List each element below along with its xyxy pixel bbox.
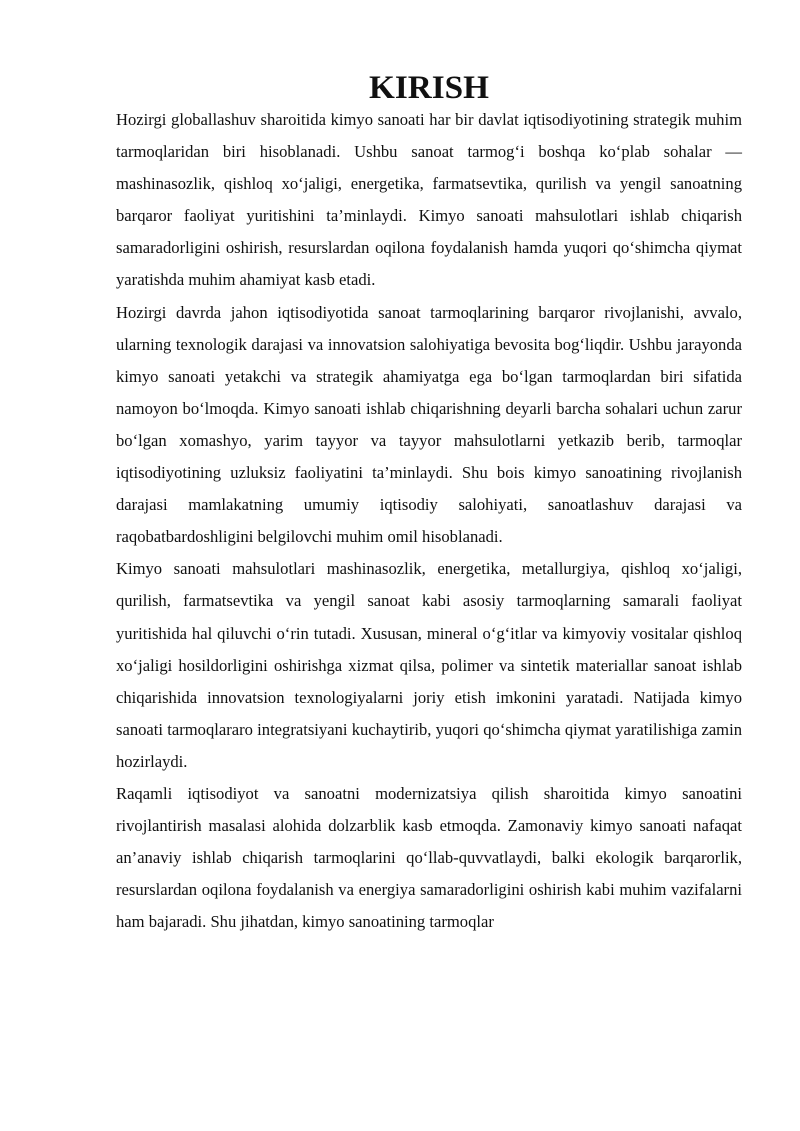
paragraph-2: Hozirgi davrda jahon iqtisodiyotida sanoat tarmoqlarining barqaror rivojlanishi, avvalo, ularning texnologik darajasi va innovatsion salohiyatiga bevosita bog‘liqdir. Ushbu jarayonda kimyo sanoati yetakchi va strategik ahamiyatga ega bo‘lgan tarmoqlardan biri sifatida namoyon bo‘lmoqda. Kimyo sanoati ishlab chiqarishning deyarli barcha sohalari uchun zarur bo‘lgan xomashyo, yarim tayyor va tayyor mahsulotlarni yetkazib berib, tarmoqlar iqtisodiyotining uzluksiz faoliyatini ta’minlaydi. Shu bois kimyo sanoatining rivojlanish darajasi mamlakatning umumiy iqtisodiy salohiyati, sanoatlashuv darajasi va raqobatbardoshligini belgilovchi muhim omil hisoblanadi.	[116, 302, 742, 547]
paragraph-4: Raqamli iqtisodiyot va sanoatni modernizatsiya qilish sharoitida kimyo sanoatini rivojlantirish masalasi alohida dolzarblik kasb etmoqda. Zamonaviy kimyo sanoati nafaqat an’anaviy ishlab chiqarish tarmoqlarini qo‘llab-quvvatlaydi, balki ekologik barqarorlik, resurslardan oqilona foydalanish va energiya samaradorligini oshirish kabi muhim vazifalarni ham bajaradi. Shu jihatdan, kimyo sanoatining tarmoqlar	[116, 783, 742, 932]
document-title: KIRISH	[369, 69, 489, 106]
paragraph-3: Kimyo sanoati mahsulotlari mashinasozlik, energetika, metallurgiya, qishloq xo‘jaligi, qurilish, farmatsevtika va yengil sanoat kabi asosiy tarmoqlarning samarali faoliyat yuritishida hal qiluvchi o‘rin tutadi. Xususan, mineral o‘g‘itlar va kimyoviy vositalar qishloq xo‘jaligi hosildorligini oshirishga xizmat qilsa, polimer va sintetik materiallar sanoat ishlab chiqarishida innovatsion texnologiyalarni joriy etish imkonini yaratadi. Natijada kimyo sanoati tarmoqlararo integratsiyani kuchaytirib, yuqori qo‘shimcha qiymat yaratilishiga zamin hozirlaydi.	[116, 559, 742, 771]
document-page	[116, 69, 742, 938]
paragraph-1: Hozirgi globallashuv sharoitida kimyo sanoati har bir davlat iqtisodiyotining strategik muhim tarmoqlaridan biri hisoblanadi. Ushbu sanoat tarmog‘i boshqa ko‘plab sohalar — mashinasozlik, qishloq xo‘jaligi, energetika, farmatsevtika, qurilish va yengil sanoatning barqaror faoliyat yuritishini ta’minlaydi. Kimyo sanoati mahsulotlari ishlab chiqarish samaradorligini oshirish, resurslardan oqilona foydalanish hamda yuqori qo‘shimcha qiymat yaratishda muhim ahamiyat kasb etadi.	[116, 110, 742, 290]
